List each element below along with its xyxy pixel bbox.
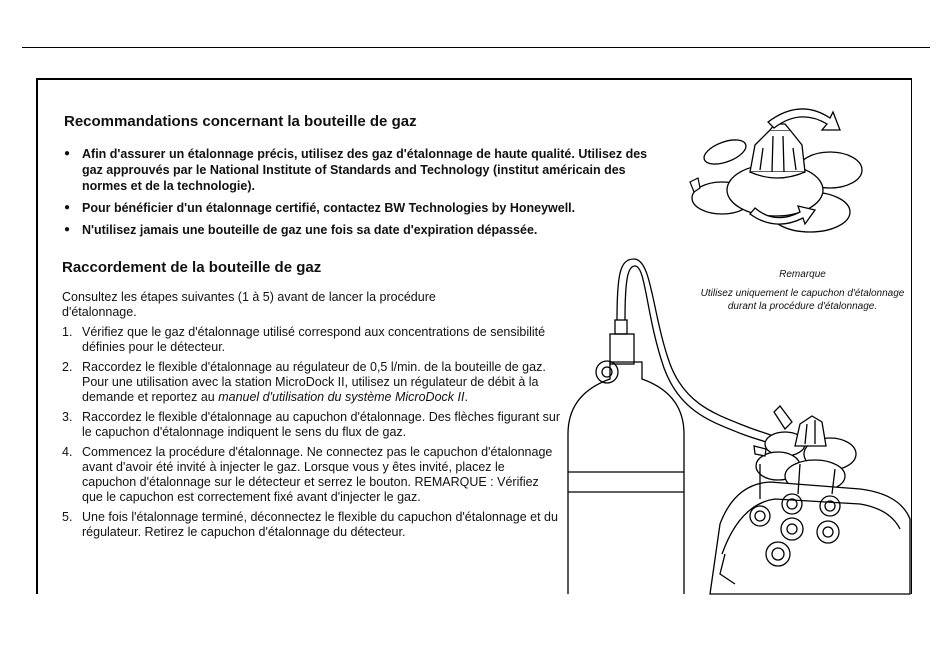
- step-number: 4.: [62, 445, 73, 459]
- step-item: [62, 325, 562, 355]
- step-item: [62, 410, 562, 440]
- list-item: ● N'utilisez jamais une bouteille de gaz une fois sa date d'expiration dépassée.: [64, 222, 664, 238]
- list-item: ● Pour bénéficier d'un étalonnage certifié, contactez BW Technologies by Honeywell.: [64, 200, 664, 216]
- step-number: 5.: [62, 510, 73, 524]
- intro-paragraph: Consultez les étapes suivantes (1 à 5) avant de lancer la procédure d'étalonnage.: [62, 290, 436, 319]
- step-item: [62, 445, 562, 505]
- step-number: 1.: [62, 325, 73, 339]
- section-title-recommandations: Recommandations concernant la bouteille de gaz: [64, 113, 417, 130]
- step-item: [62, 510, 562, 540]
- step-text-end: .: [464, 390, 468, 404]
- step-text: Une fois l'étalonnage terminé, déconnectez le flexible du capuchon d'étalonnage et du régulateur. Retirez le capuchon d'étalonnage du détecteur.: [82, 510, 558, 539]
- note-text: Utilisez uniquement le capuchon d'étalonnage durant la procédure d'étalonnage.: [700, 288, 905, 312]
- step-text: Raccordez le flexible d'étalonnage au régulateur de 0,5 l/min. de la bouteille de gaz. Pour une utilisation avec la station MicroDock II, utilisez un régulateur de débit à la demande et reportez au: [82, 360, 546, 404]
- calibration-cap-illustration: [680, 100, 880, 250]
- step-list: [62, 325, 562, 545]
- step-text: Vérifiez que le gaz d'étalonnage utilisé correspond aux concentrations de sensibilité définies pour le détecteur.: [82, 325, 546, 354]
- step-text: Raccordez le flexible d'étalonnage au capuchon d'étalonnage. Des flèches figurant sur le capuchon d'étalonnage indiquent le sens du flux de gaz.: [82, 410, 561, 439]
- list-item: ● Afin d'assurer un étalonnage précis, utilisez des gaz d'étalonnage de haute qualité. Utilisez des gaz approuvés par le National Institute of Standards and Technology (institut américain des normes et de la technologie).: [64, 146, 664, 194]
- step-number: 2.: [62, 360, 73, 374]
- manual-reference: manuel d'utilisation du système MicroDock II: [218, 390, 465, 404]
- gas-cylinder-detector-illustration: [560, 254, 910, 594]
- step-number: 3.: [62, 410, 73, 424]
- section-title-raccordement: Raccordement de la bouteille de gaz: [62, 259, 322, 276]
- note-title: Remarque: [779, 269, 826, 280]
- recommendation-list: [64, 146, 664, 244]
- top-rule: [22, 47, 930, 48]
- step-text: Commencez la procédure d'étalonnage. Ne connectez pas le capuchon d'étalonnage avant d'avoir été invité à injecter le gaz. Lorsque vous y êtes invité, placez le capuchon d'étalonnage sur le détecteur et serrez le bouton. REMARQUE : Vérifiez que le capuchon est correctement fixé avant d'injecter le gaz.: [82, 445, 553, 504]
- step-item: [62, 360, 562, 405]
